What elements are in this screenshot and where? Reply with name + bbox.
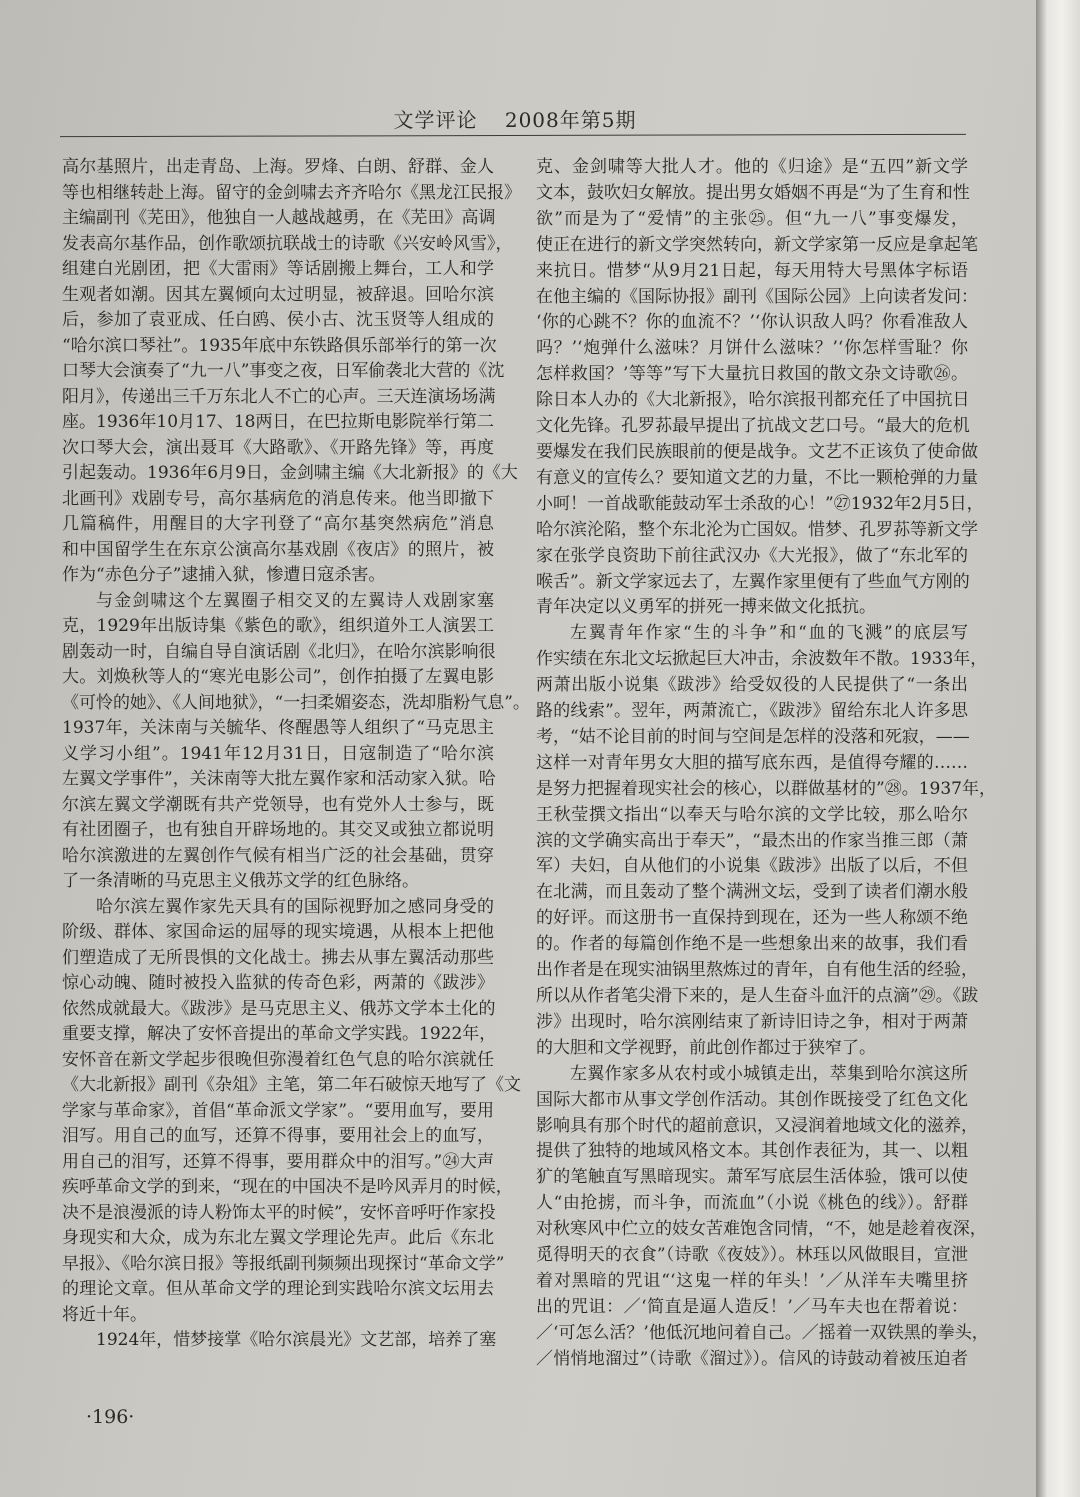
paragraph	[536, 621, 996, 1061]
header-rule	[60, 134, 966, 137]
text-line: 对秋寒风中伫立的妓女苦难饱含同情，“不，她是趁着夜深，	[536, 1219, 987, 1240]
text-line: 怎样救国？’等等”写下大量抗日救国的散文杂文诗歌㉖。	[536, 364, 968, 385]
text-line: 王秋莹撰文指出“以奉天与哈尔滨的文学比较，那么哈尔	[536, 804, 968, 825]
running-header	[0, 104, 1030, 133]
text-line: 大。刘焕秋等人的“寒光电影公司”，创作拍摄了左翼电影	[62, 667, 494, 687]
paragraph	[62, 895, 521, 1329]
text-line: 决不是浪漫派的诗人粉饰太平的时候”，安怀音呼吁作家投	[62, 1202, 496, 1223]
text-line: 的好评。而这册书一直保持到现在，还为一些人称颂不绝	[536, 908, 968, 929]
text-line: 疾呼革命文学的到来，“现在的中国决不是吟风弄月的时候，	[62, 1177, 513, 1197]
text-line: 组建白光剧团，把《大雷雨》等话剧搬上舞台，工人和学	[62, 259, 494, 279]
paragraph	[536, 155, 984, 621]
text-line: 觅得明天的衣食”（诗歌《夜妓》）。林珏以风做眼目，宣泄	[536, 1245, 968, 1266]
text-line: 在他主编的《国际协报》副刊《国际公园》上向读者发问：	[536, 286, 978, 307]
text-line: 国际大都市从事文学创作活动。其创作既接受了红色文化	[536, 1089, 968, 1110]
text-line: 几篇稿件，用醒目的大字刊登了“高尔基突然病危”消息	[62, 514, 494, 534]
text-line: 高尔基照片，出走青岛、上海。罗烽、白朗、舒群、金人	[62, 157, 494, 177]
text-line: 左翼青年作家“生的斗争”和“血的飞溅”的底层写	[570, 623, 968, 644]
text-line: 来抗日。惜梦“从9月21日起，每天用特大号黑体字标语	[536, 260, 968, 281]
adjacent-page-edge	[1036, 0, 1080, 1497]
text-line: 阳月》，传递出三千万东北人不亡的心声。三天连演场场满	[62, 386, 496, 407]
text-line: 《大北新报》副刊《杂俎》主笔，第二年石破惊天地写了《文	[62, 1075, 521, 1095]
text-line: 座。1936年10月17、18两日，在巴拉斯电影院举行第二	[62, 412, 494, 432]
text-line: 义学习小组”。1941年12月31日，日寇制造了“哈尔滨	[62, 743, 494, 764]
text-line: 出的咒诅：／‘简直是逼人造反！’／马车夫也在帮着说：	[536, 1296, 968, 1317]
text-line: 次口琴大会，演出聂耳《大路歌》、《开路先锋》等，再度	[62, 437, 494, 458]
text-line: 将近十年。	[62, 1304, 147, 1325]
text-line: 喉舌”。新文学家远去了，左翼作家里便有了些血气方刚的	[536, 571, 970, 592]
paragraph	[536, 1062, 989, 1373]
text-line: 吗？’‘炮弹什么滋味？月饼什么滋味？’‘你怎样雪耻？你	[536, 338, 968, 359]
text-line: 欲”而是为了“爱情”的主张㉕。但“九一八”事变爆发，	[536, 208, 968, 229]
text-line: 重要支撑，解决了安怀音提出的革命文学实践。1922年，	[62, 1024, 497, 1044]
text-line: 的大胆和文学视野，前此创作都过于狭窄了。	[536, 1037, 876, 1058]
journal-title: 文学评论	[393, 108, 478, 132]
text-line: 出作者是在现实油锅里熬炼过的青年，自有他生活的经验，	[536, 960, 978, 981]
text-line: 作实绩在东北文坛掀起巨大冲击，余波数年不散。1933年，	[536, 649, 988, 670]
text-line: 要爆发在我们民族眼前的便是战争。文艺不正该负了使命做	[536, 441, 978, 462]
text-line: 惊心动魄、随时被投入监狱的传奇色彩，两萧的《跋涉》	[62, 973, 494, 993]
text-line: 口琴大会演奏了“九一八”事变之夜，日军偷袭北大营的《沈	[62, 361, 505, 381]
text-line: 发表高尔基作品，创作歌颂抗联战士的诗歌《兴安岭风雪》，	[62, 233, 513, 254]
text-line: 文化先锋。孔罗荪最早提出了抗战文艺口号。“最大的危机	[536, 416, 970, 437]
text-line: 左翼作家多从农村或小城镇走出，萃集到哈尔滨这所	[570, 1063, 968, 1084]
text-line: 在北满，而且轰动了整个满洲文坛，受到了读者们潮水般	[536, 882, 968, 903]
text-line: 泪写。用自己的血写，还算不得事，要用社会上的血写，	[62, 1126, 494, 1146]
text-line: 两萧出版小说集《跋涉》给受奴役的人民提供了“一条出	[536, 675, 968, 696]
text-line: 生观者如潮。因其左翼倾向太过明显，被辞退。回哈尔滨	[62, 284, 494, 305]
text-line: 有社团圈子，也有独自开辟场地的。其交叉或独立都说明	[62, 820, 494, 840]
text-line: 的理论文章。但从革命文学的理论到实践哈尔滨文坛用去	[62, 1279, 494, 1299]
text-line: 哈尔滨左翼作家先天具有的国际视野加之感同身受的	[96, 896, 494, 917]
text-line: ／悄悄地溜过”（诗歌《溜过》）。信风的诗鼓动着被压迫者	[536, 1348, 968, 1369]
page-number: ·196·	[86, 1406, 135, 1428]
text-line: 小呵！一首战歌能鼓动军士杀敌的心！”㉗1932年2月5日，	[536, 493, 984, 514]
right-column	[536, 155, 996, 1373]
text-line: 作为“赤色分子”逮捕入狱，惨遭日寇杀害。	[62, 565, 386, 585]
left-column	[62, 155, 530, 1354]
text-line: 剧轰动一时，自编自导自演话剧《北归》，在哈尔滨影响很	[62, 641, 496, 662]
text-line: 滨的文学确实高出于奉天”，“最杰出的作家当推三郎（萧	[536, 830, 968, 851]
text-line: 哈尔滨激进的左翼创作气候有相当广泛的社会基础，贯穿	[62, 845, 494, 866]
text-line: 学家与革命家》，首倡“革命派文学家”。“要用血写，要用	[62, 1100, 494, 1121]
text-line: 身现实和大众，成为东北左翼文学理论先声。此后《东北	[62, 1228, 494, 1248]
text-line: 犷的笔触直写黑暗现实。萧军写底层生活体验，饿可以使	[536, 1167, 968, 1188]
text-line: 青年决定以义勇军的拼死一搏来做文化抵抗。	[536, 597, 876, 618]
text-line: 尔滨左翼文学潮既有共产党领导，也有党外人士参与，既	[62, 794, 494, 815]
text-line: 北画刊》戏剧专号，高尔基病危的消息传来。他当即撤下	[62, 488, 494, 509]
paragraph	[62, 589, 530, 895]
text-line: 等也相继转赴上海。留守的金剑啸去齐齐哈尔《黑龙江民报》	[62, 182, 521, 203]
text-line: “哈尔滨口琴社”。1935年底中东铁路俱乐部举行的第一次	[62, 335, 497, 356]
text-line: 提供了独特的地域风格文本。其创作表征为，其一、以粗	[536, 1141, 968, 1162]
paragraph	[62, 1328, 497, 1354]
text-line: 阶级、群体、家国命运的屈辱的现实境遇，从根本上把他	[62, 922, 494, 942]
text-line: 左翼文学事件”，关沫南等大批左翼作家和活动家入狱。哈	[62, 769, 496, 789]
text-line: 是努力把握着现实社会的核心，以群做基材的”㉘。1937年，	[536, 778, 996, 799]
text-line: 克，1929年出版诗集《紫色的歌》，组织道外工人演罢工	[62, 616, 494, 636]
text-line: 安怀音在新文学起步很晚但弥漫着红色气息的哈尔滨就任	[62, 1049, 494, 1070]
text-line: 的。作者的每篇创作绝不是一些想象出来的故事，我们看	[536, 934, 968, 955]
text-line: 着对黑暗的咒诅“‘这鬼一样的年头！’／从洋车夫嘴里挤	[536, 1270, 968, 1291]
text-line: 《可怜的她》、《人间地狱》，“一扫柔媚姿态，洗却脂粉气息”。	[62, 692, 530, 713]
text-line: 路的线索”。翌年，两萧流亡，《跋涉》留给东北人许多思	[536, 701, 968, 722]
text-line: 用自己的泪写，还算不得事，要用群众中的泪写。”㉔大声	[62, 1151, 494, 1172]
text-line: 人“由抢掳，而斗争，而流血”（小说《桃色的线》）。舒群	[536, 1193, 968, 1214]
text-line: 考，“姑不论目前的时间与空间是怎样的没落和死寂，——	[536, 726, 970, 747]
paragraph	[62, 155, 521, 589]
text-line: 有意义的宣传么？要知道文艺的力量，不比一颗枪弹的力量	[536, 467, 978, 488]
text-line: 家在张学良资助下前往武汉办《大光报》，做了“东北军的	[536, 545, 968, 566]
issue-label: 2008年第5期	[504, 108, 637, 132]
text-line: 文本，鼓吹妇女解放。提出男女婚姻不再是“为了生育和性	[536, 182, 970, 203]
text-line: 克、金剑啸等大批人才。他的《归途》是“五四”新文学	[536, 157, 968, 177]
text-line: 与金剑啸这个左翼圈子相交叉的左翼诗人戏剧家塞	[96, 590, 494, 611]
text-line: 这样一对青年男女大胆的描写底东西，是值得夸耀的……	[536, 752, 968, 773]
text-line: 和中国留学生在东京公演高尔基戏剧《夜店》的照片，被	[62, 539, 494, 560]
text-line: 涉》出现时，哈尔滨刚结束了新诗旧诗之争，相对于两萧	[536, 1011, 968, 1032]
text-line: 引起轰动。1936年6月9日，金剑啸主编《大北新报》的《大	[62, 463, 518, 483]
text-line: 哈尔滨沦陷，整个东北沦为亡国奴。惜梦、孔罗荪等新文学	[536, 519, 978, 540]
text-line: ／‘可怎么活？’他低沉地问着自己。／摇着一双铁黑的拳头，	[536, 1322, 989, 1343]
text-line: 军）夫妇，自从他们的小说集《跋涉》出版了以后，不但	[536, 856, 968, 877]
text-line: 影响具有那个时代的超前意识，又浸润着地域文化的滋养，	[536, 1115, 978, 1136]
text-line: 使正在进行的新文学突然转向，新文学家第一反应是拿起笔	[536, 234, 978, 255]
text-line: 1924年，惜梦接掌《哈尔滨晨光》文艺部，培养了塞	[96, 1330, 497, 1350]
text-line: 早报》、《哈尔滨日报》等报纸副刊频频出现探讨“革命文学”	[62, 1253, 505, 1274]
text-line: 后，参加了袁亚成、任白鸥、侯小古、沈玉贤等人组成的	[62, 310, 494, 330]
text-line: 主编副刊《芜田》，他独自一人越战越勇，在《芜田》高调	[62, 208, 496, 228]
text-line: 所以从作者笔尖滑下来的，是人生奋斗血汗的点滴”㉙。《跋	[536, 986, 979, 1006]
text-line: 除日本人办的《大北新报》，哈尔滨报刊都充任了中国抗日	[536, 390, 970, 411]
text-line: ‘你的心跳不？你的血流不？’‘你认识敌人吗？你看准敌人	[536, 312, 968, 333]
text-line: 1937年，关沫南与关毓华、佟醒愚等人组织了“马克思主	[62, 718, 494, 738]
text-line: 了一条清晰的马克思主义俄苏文学的红色脉络。	[62, 871, 419, 891]
text-line: 依然成就最大。《跋涉》是马克思主义、俄苏文学本土化的	[62, 998, 496, 1019]
text-line: 们塑造成了无所畏惧的文化战士。拂去从事左翼活动那些	[62, 947, 494, 968]
